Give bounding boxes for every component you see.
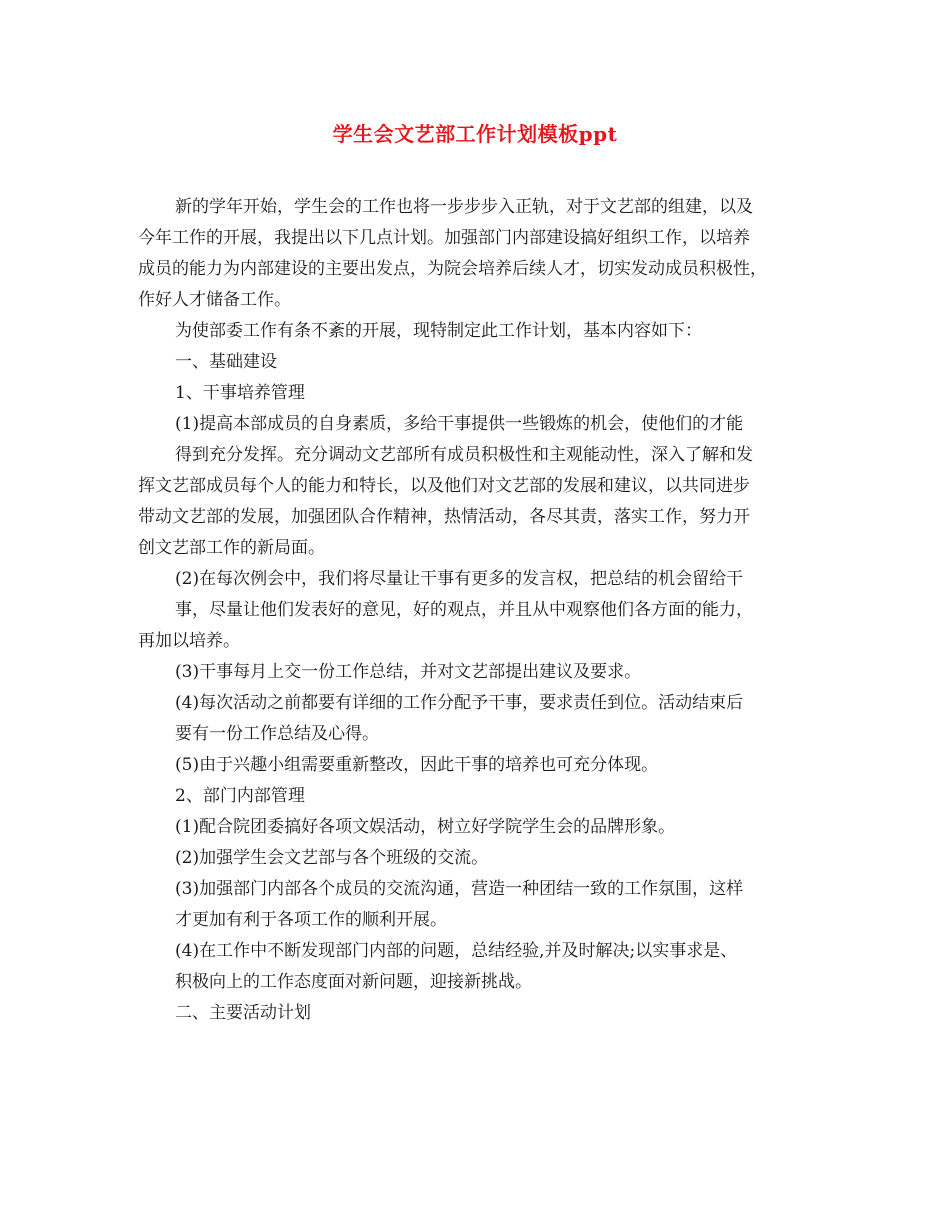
list-item: (1)配合院团委搞好各项文娱活动，树立好学院学生会的品牌形象。 bbox=[175, 817, 676, 837]
section-heading: 一、基础建设 bbox=[175, 352, 277, 372]
list-item: (4)每次活动之前都要有详细的工作分配予干事，要求责任到位。活动结束后 bbox=[175, 693, 744, 713]
paragraph-line: 作好人才储备工作。 bbox=[138, 290, 291, 310]
document-title: 学生会文艺部工作计划模板ppt bbox=[332, 122, 618, 146]
paragraph-line: 新的学年开始，学生会的工作也将一步步步入正轨，对于文艺部的组建，以及 bbox=[175, 197, 753, 217]
section-heading: 二、主要活动计划 bbox=[175, 1003, 311, 1023]
list-item: (3)加强部门内部各个成员的交流沟通，营造一种团结一致的工作氛围，这样 bbox=[175, 879, 744, 899]
list-item: (5)由于兴趣小组需要重新整改，因此干事的培养也可充分体现。 bbox=[175, 755, 659, 775]
paragraph-line: 事，尽量让他们发表好的意见，好的观点，并且从中观察他们各方面的能力， bbox=[175, 600, 753, 620]
subsection-heading: 2、部门内部管理 bbox=[175, 786, 305, 806]
list-item: (2)在每次例会中，我们将尽量让干事有更多的发言权，把总结的机会留给干 bbox=[175, 569, 744, 589]
subsection-heading: 1、干事培养管理 bbox=[175, 383, 305, 403]
paragraph-line: 带动文艺部的发展，加强团队合作精神，热情活动，各尽其责，落实工作，努力开 bbox=[138, 507, 750, 527]
list-item: (3)干事每月上交一份工作总结，并对文艺部提出建议及要求。 bbox=[175, 662, 642, 682]
paragraph-line: 积极向上的工作态度面对新问题，迎接新挑战。 bbox=[175, 972, 532, 992]
document-body bbox=[138, 192, 828, 1029]
paragraph-line: 得到充分发挥。充分调动文艺部所有成员积极性和主观能动性，深入了解和发 bbox=[175, 445, 753, 465]
paragraph-line: 创文艺部工作的新局面。 bbox=[138, 538, 325, 558]
list-item: (2)加强学生会文艺部与各个班级的交流。 bbox=[175, 848, 489, 868]
list-item: (1)提高本部成员的自身素质，多给干事提供一些锻炼的机会，使他们的才能 bbox=[175, 414, 744, 434]
paragraph-line: 再加以培养。 bbox=[138, 631, 240, 651]
paragraph-line: 才更加有利于各项工作的顺利开展。 bbox=[175, 910, 447, 930]
paragraph-line: 成员的能力为内部建设的主要出发点，为院会培养后续人才，切实发动成员积极性， bbox=[138, 259, 767, 279]
paragraph-line: 挥文艺部成员每个人的能力和特长，以及他们对文艺部的发展和建议，以共同进步 bbox=[138, 476, 750, 496]
paragraph-line: 要有一份工作总结及心得。 bbox=[175, 724, 379, 744]
list-item: (4)在工作中不断发现部门内部的问题，总结经验,并及时解决;以实事求是、 bbox=[175, 941, 738, 961]
paragraph-line: 为使部委工作有条不紊的开展，现特制定此工作计划，基本内容如下： bbox=[175, 321, 702, 341]
paragraph-line: 今年工作的开展，我提出以下几点计划。加强部门内部建设搞好组织工作，以培养 bbox=[138, 228, 750, 248]
